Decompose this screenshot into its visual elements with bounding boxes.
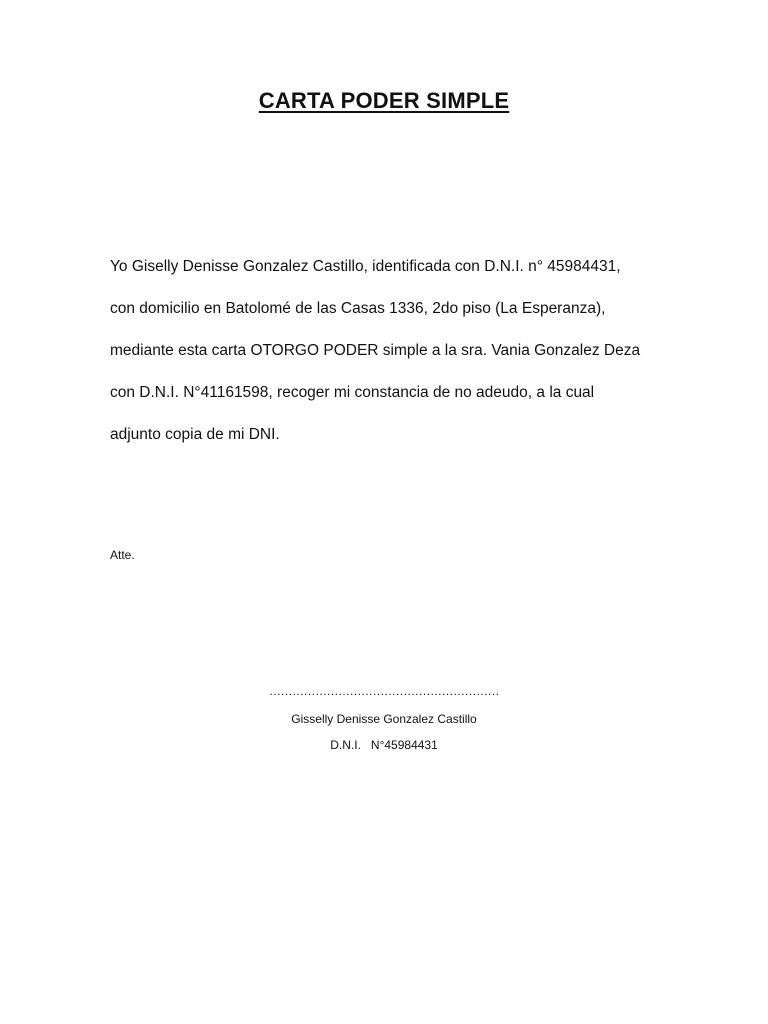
document-body (110, 246, 670, 456)
body-line: mediante esta carta OTORGO PODER simple a la sra. Vania Gonzalez Deza (110, 342, 641, 359)
closing-text: Atte. (110, 548, 135, 562)
signatory-dni: D.N.I. N°45984431 (330, 738, 438, 752)
body-line: adjunto copia de mi DNI. (110, 426, 280, 443)
body-line: con D.N.I. N°41161598, recoger mi constancia de no adeudo, a la cual (110, 384, 595, 401)
body-line: Yo Giselly Denisse Gonzalez Castillo, identificada con D.N.I. n° 45984431, (110, 258, 621, 275)
signature-line: …………………………………………………… (269, 684, 499, 698)
signature-block (0, 680, 768, 758)
document-title: CARTA PODER SIMPLE (258, 88, 510, 113)
body-line: con domicilio en Batolomé de las Casas 1336, 2do piso (La Esperanza), (110, 300, 606, 317)
signatory-name: Gisselly Denisse Gonzalez Castillo (291, 712, 477, 726)
